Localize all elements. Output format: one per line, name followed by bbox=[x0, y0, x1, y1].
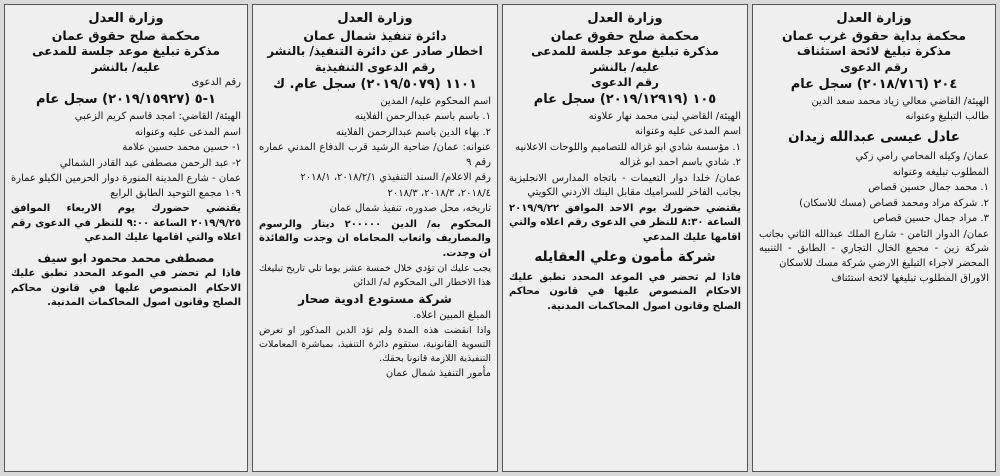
amount-ref: المبلغ المبين اعلاه. bbox=[413, 309, 491, 321]
defendant-2: ٢. شادي باسم احمد ابو غزاله bbox=[619, 157, 741, 168]
case-number: ١١٠١ (٢٠١٩/٥٠٧٩) سجل عام. ك bbox=[273, 76, 477, 92]
notice-execution bbox=[252, 4, 498, 472]
signature-line: مأمور التنفيذ شمال عمان bbox=[385, 367, 491, 379]
lawyer-line: عمان/ وكيله المحامي رامي زكي bbox=[855, 151, 989, 163]
notified-2: ٢. شركة مراد ومحمد قصاص (مسك للاسكان) bbox=[799, 197, 989, 209]
court-name: محكمة بداية حقوق غرب عمان bbox=[781, 27, 967, 43]
hearing-text: يقتضي حضورك يوم الاحد الموافق ٢٠١٩/٩/٢٢ الساعة ٨:٣٠ للنظر في الدعوى رقم اعلاه والتي اقامها عليك المدعي bbox=[509, 202, 741, 243]
writ-number-line-2: ٢٠١٨/٤، ٢٠١٨/٣، ٢٠١٨/٣ bbox=[387, 187, 491, 199]
defendant-label: اسم المدعى عليه وعنوانه bbox=[134, 126, 241, 138]
case-number: ٢٠٤ (٢٠١٨/٧١٦) سجل عام bbox=[790, 76, 958, 92]
address-text: عمان/ الدوار الثامن - شارع الملك عبدالله الثاني بجانب شركة زين - مجمع الخال التجاري - الطابق - التنبيه المحضر لاجراء التبليغ الارضي شركة مسك للاسكان bbox=[759, 228, 989, 269]
amount-text: المحكوم به/ الدين ٢٠٠٠٠٠ دينار والرسوم والمصاريف واتعاب المحاماه ان وجدت والفائدة ان وجدت. bbox=[259, 218, 491, 259]
notice-hearing-2 bbox=[4, 4, 248, 472]
department-name: دائرة تنفيذ شمال عمان bbox=[303, 27, 447, 43]
consequence-text: واذا انقضت هذه المدة ولم تؤد الدين المذكور او تعرض التسوية القانونية، ستقوم دائرة التنفيذ، بمباشرة المعاملات التنفيذية اللازمة قانونا بحقك. bbox=[259, 325, 491, 365]
notice-type: اخطار صادر عن دائرة التنفيذ/ بالنشر bbox=[267, 44, 483, 59]
debtor-label: اسم المحكوم عليه/ المدين bbox=[380, 95, 491, 107]
court-name: محكمة صلح حقوق عمان bbox=[51, 27, 201, 43]
notified-label: المطلوب تبليغه وعنوانه bbox=[892, 166, 989, 178]
requester-name: عادل عيسى عبدالله زيدان bbox=[788, 128, 960, 145]
judge-line: الهيئة/ القاضي: امجد قاسم كريم الزعبي bbox=[74, 111, 241, 123]
notice-appeal bbox=[752, 4, 996, 472]
case-label: رقم الدعوى bbox=[191, 76, 241, 88]
plaintiff-name: شركة مأمون وعلي العقايله bbox=[534, 249, 716, 265]
documents-line: الاوراق المطلوب تبليغها لائحة استئناف bbox=[831, 273, 989, 285]
notified-3: ٣. مراد جمال حسين قصاص bbox=[873, 213, 989, 225]
creditor-name: شركة مستودع ادوية صحار bbox=[298, 291, 452, 306]
notice-type: مذكرة تبليغ موعد جلسة للمدعى bbox=[32, 44, 220, 59]
address-text: عنوانه: عمان/ ضاحية الرشيد قرب الدفاع المدني عماره رقم ٩ bbox=[259, 142, 491, 168]
judge-line: الهيئة/ القاضي لبنى محمد نهار علاونه bbox=[588, 110, 741, 122]
address-text: عمان/ خلدا دوار التعيمات - باتجاه المدارس الانجليزية بجانب الفاخر للسراميك مقابل البنك الاردني الكويتي bbox=[509, 172, 741, 198]
defendant-1: ١. مؤسسة شادي ابو غزاله للتصاميم واللوحات الاعلانيه bbox=[515, 141, 741, 153]
notice-subtype: عليه/ بالنشر bbox=[91, 59, 161, 74]
hearing-text: يقتضي حضورك يوم الاربعاء الموافق ٢٠١٩/٩/٢٥ الساعة ٩:٠٠ للنظر في الدعوى رقم اعلاه والتي اقامها عليك المدعي bbox=[11, 203, 241, 244]
writ-origin: تاريخه، محل صدوره، تنفيذ شمال عمان bbox=[329, 203, 491, 215]
plaintiff-name: مصطفى محمد محمود ابو سيف bbox=[37, 250, 215, 265]
ministry-title: وزارة العدل bbox=[836, 11, 912, 26]
judge-line: الهيئة/ القاضي معالي زياد محمد سعد الدين bbox=[811, 95, 989, 107]
defendant-2: ٢- عبد الرحمن مصطفى عبد القادر الشمالي bbox=[59, 157, 241, 169]
address-text: عمان - شارع المدينة المنورة دوار الحرمين الكيلو عمارة ١٠٩ مجمع التوحيد الطابق الرابع bbox=[11, 173, 241, 199]
ministry-title: وزارة العدل bbox=[337, 11, 413, 26]
notice-type: مذكرة تبليغ موعد جلسة للمدعى bbox=[531, 44, 719, 59]
notified-1: ١. محمد جمال حسين قصاص bbox=[868, 182, 989, 194]
ministry-title: وزارة العدل bbox=[88, 11, 164, 26]
case-label: رقم الدعوى bbox=[591, 74, 659, 89]
requester-label: طالب التبليغ وعنوانه bbox=[905, 111, 989, 123]
case-number: ١٠٥ (٢٠١٩/١٢٩١٩) سجل عام bbox=[533, 91, 717, 107]
writ-number-line: رقم الاعلام/ السند التنفيذي ٢٠١٨/٢/١، ٢٠١٨/١ bbox=[300, 172, 491, 184]
case-label: رقم الدعوى bbox=[840, 59, 908, 74]
defendant-1: ١- حسين محمد حسين علامة bbox=[122, 142, 241, 154]
notice-hearing-1 bbox=[502, 4, 748, 472]
debtor-2: ٢. بهاء الدين باسم عبدالرحمن الفلاينه bbox=[335, 126, 491, 138]
debtor-1: ١. باسم باسم عبدالرحمن الفلاينه bbox=[354, 111, 491, 123]
ministry-title: وزارة العدل bbox=[587, 11, 663, 26]
defendant-label: اسم المدعى عليه وعنوانه bbox=[634, 126, 741, 137]
warning-text: فاذا لم تحضر في الموعد المحدد تطبق عليك الاحكام المنصوص عليها في قانون محاكم الصلح وقانون اصول المحاكمات المدنية. bbox=[11, 268, 241, 309]
deadline-text: يجب عليك ان تؤدي خلال خمسة عشر يوما تلي تاريخ تبليغك هذا الاخطار الى المحكوم له/ الدائن bbox=[259, 263, 491, 288]
case-number: ١-٥ (٢٠١٩/١٥٩٢٧) سجل عام bbox=[36, 92, 216, 108]
case-label: رقم الدعوى التنفيذية bbox=[314, 59, 436, 74]
warning-text: فاذا لم تحضر في الموعد المحدد تطبق عليك الاحكام المنصوص عليها في قانون محاكم الصلح وقانون اصول المحاكمات المدنية. bbox=[509, 271, 741, 312]
court-name: محكمة صلح حقوق عمان bbox=[550, 27, 700, 43]
notice-type: مذكرة تبليغ لائحة استئناف bbox=[796, 44, 952, 59]
notice-subtype: عليه/ بالنشر bbox=[590, 59, 660, 74]
